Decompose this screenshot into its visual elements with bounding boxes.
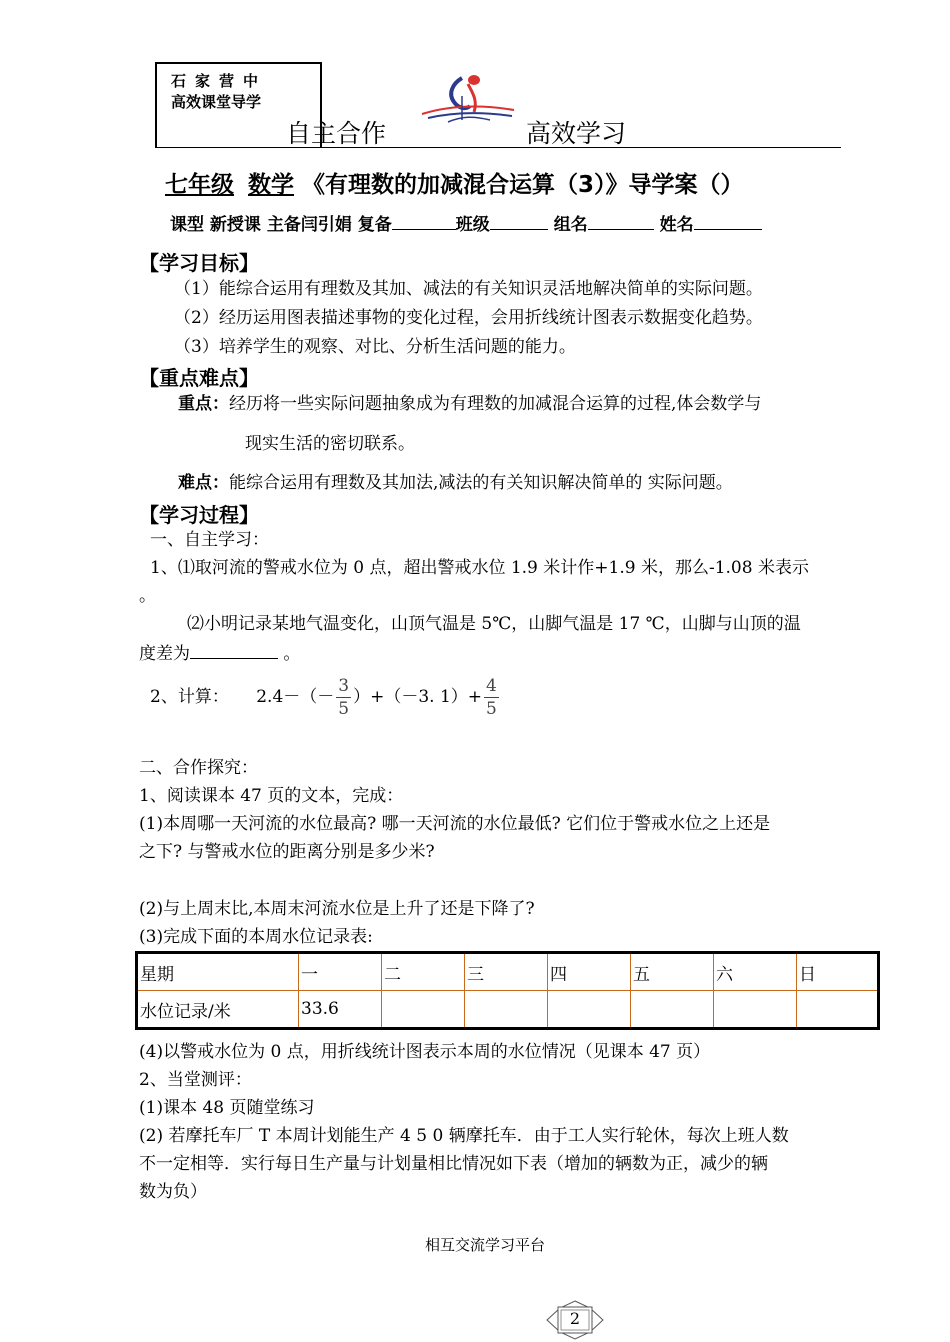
reading-task: 1、阅读课本 47 页的文本，完成：	[139, 786, 404, 806]
key-label: 重点：	[178, 394, 229, 414]
fraction-denominator: 5	[486, 699, 497, 719]
assessment-2-end: 数为负）	[139, 1182, 207, 1202]
fraction-numerator: 4	[486, 676, 497, 696]
table-cell[interactable]	[465, 991, 548, 1029]
table-cell: 四	[548, 953, 631, 991]
table-row	[137, 991, 879, 1029]
review-blank[interactable]	[392, 213, 456, 230]
assessment-1: (1)课本 48 页随堂练习	[139, 1098, 315, 1118]
page-number-badge	[546, 1300, 604, 1340]
name-blank[interactable]	[694, 213, 762, 230]
school-name: 石家营中	[171, 72, 268, 90]
task-4: (4)以警戒水位为 0 点，用折线统计图表示本周的水位情况（见课本 47 页）	[139, 1042, 711, 1062]
meta-review-label: 复备	[357, 215, 392, 235]
assessment-2-cont: 不一定相等．实行每日生产量与计划量相比情况如下表（增加的辆数为正，减少的辆	[139, 1154, 768, 1174]
calc-part-a: 2.4－（－	[256, 687, 335, 707]
table-cell: 六	[714, 953, 797, 991]
table-cell: 一	[299, 953, 382, 991]
page-number: 2	[569, 1309, 581, 1328]
table-cell: 星期	[137, 953, 299, 991]
fraction-numerator: 3	[338, 676, 350, 696]
calc-part-b: ）+（－3. 1）+	[353, 687, 483, 707]
assessment-heading: 2、当堂测评：	[139, 1070, 252, 1090]
meta-preparer: 主备闫引娟	[266, 215, 352, 235]
objectives-heading: 【学习目标】	[139, 251, 259, 275]
task-1: (1)本周哪一天河流的水位最高? 哪一天河流的水位最低? 它们位于警戒水位之上还是	[139, 814, 771, 834]
fraction-3-5	[336, 675, 351, 720]
difficult-text: 能综合运用有理数及其加法,减法的有关知识解决简单的 实际问题。	[229, 473, 733, 493]
objective-item: （1）能综合运用有理数及其加、减法的有关知识灵活地解决简单的实际问题。	[174, 279, 763, 299]
key-point	[178, 393, 761, 415]
question-1b-cont	[139, 642, 300, 665]
meta-type-label: 课型	[170, 215, 204, 235]
table-cell: 三	[465, 953, 548, 991]
table-cell[interactable]: 33.6	[299, 991, 382, 1029]
group-blank[interactable]	[588, 213, 654, 230]
difficult-label: 难点：	[178, 473, 229, 493]
table-cell: 五	[631, 953, 714, 991]
question-1b: ⑵小明记录某地气温变化，山顶气温是 5℃，山脚气温是 17 ℃，山脚与山顶的温	[187, 614, 801, 634]
table-cell: 日	[797, 953, 879, 991]
slogan-left: 自主合作	[286, 119, 387, 148]
key-text: 经历将一些实际问题抽象成为有理数的加减混合运算的过程,体会数学与	[229, 394, 762, 414]
class-blank[interactable]	[490, 213, 548, 230]
meta-name-label: 姓名	[659, 215, 694, 235]
fraction-4-5	[484, 675, 499, 720]
title-grade: 七年级	[165, 172, 234, 198]
assessment-2: (2) 若摩托车厂 T 本周计划能生产 4 5 0 辆摩托车．由于工人实行轮休，每次上班人数	[139, 1126, 789, 1146]
school-subtitle: 高效课堂导学	[171, 93, 262, 111]
table-cell: 水位记录/米	[137, 991, 299, 1029]
self-study-heading: 一、自主学习：	[150, 530, 269, 550]
table-cell: 二	[382, 953, 465, 991]
question-1a: 1、⑴取河流的警戒水位为 0 点，超出警戒水位 1.9 米计作+1.9 米，那么-1.08 米表示	[150, 558, 809, 578]
meta-group-label: 组名	[553, 215, 588, 235]
page-title	[165, 166, 744, 199]
task-2: (2)与上周末比,本周末河流水位是上升了还是下降了?	[139, 899, 535, 919]
table-cell[interactable]	[797, 991, 879, 1029]
process-heading: 【学习过程】	[139, 503, 259, 527]
table-row	[137, 953, 879, 991]
table-cell[interactable]	[714, 991, 797, 1029]
footer-platform: 相互交流学习平台	[425, 1236, 546, 1254]
calc-label: 2、计算：	[150, 687, 229, 707]
table-cell[interactable]	[548, 991, 631, 1029]
cooperation-heading: 二、合作探究：	[139, 758, 258, 778]
task-3: (3)完成下面的本周水位记录表:	[139, 927, 373, 947]
title-main: 《有理数的加减混合运算（3）》导学案（）	[302, 172, 744, 198]
task-1-cont: 之下? 与警戒水位的距离分别是多少米?	[139, 842, 435, 862]
title-subject: 数学	[248, 172, 294, 198]
difficult-point	[178, 472, 733, 494]
table-cell[interactable]	[382, 991, 465, 1029]
keypoints-heading: 【重点难点】	[139, 366, 259, 390]
objective-item: （2）经历运用图表描述事物的变化过程，会用折线统计图表示数据变化趋势。	[174, 308, 763, 328]
question-1b-prefix: 度差为	[139, 644, 190, 664]
lesson-meta	[170, 210, 762, 235]
header-divider	[155, 147, 841, 148]
question-1b-suffix: 。	[283, 644, 301, 664]
water-level-table	[135, 951, 880, 1030]
school-logo-icon	[418, 70, 518, 132]
slogan-right: 高效学习	[526, 119, 627, 148]
meta-type-value: 新授课	[209, 215, 261, 235]
objective-item: （3）培养学生的观察、对比、分析生活问题的能力。	[174, 337, 576, 357]
key-text-cont: 现实生活的密切联系。	[245, 434, 415, 454]
answer-blank[interactable]	[190, 642, 278, 659]
fraction-denominator: 5	[338, 699, 350, 719]
calculation-problem	[150, 672, 501, 722]
table-cell[interactable]	[631, 991, 714, 1029]
meta-class-label: 班级	[455, 215, 490, 235]
question-1a-end: 。	[139, 586, 156, 606]
